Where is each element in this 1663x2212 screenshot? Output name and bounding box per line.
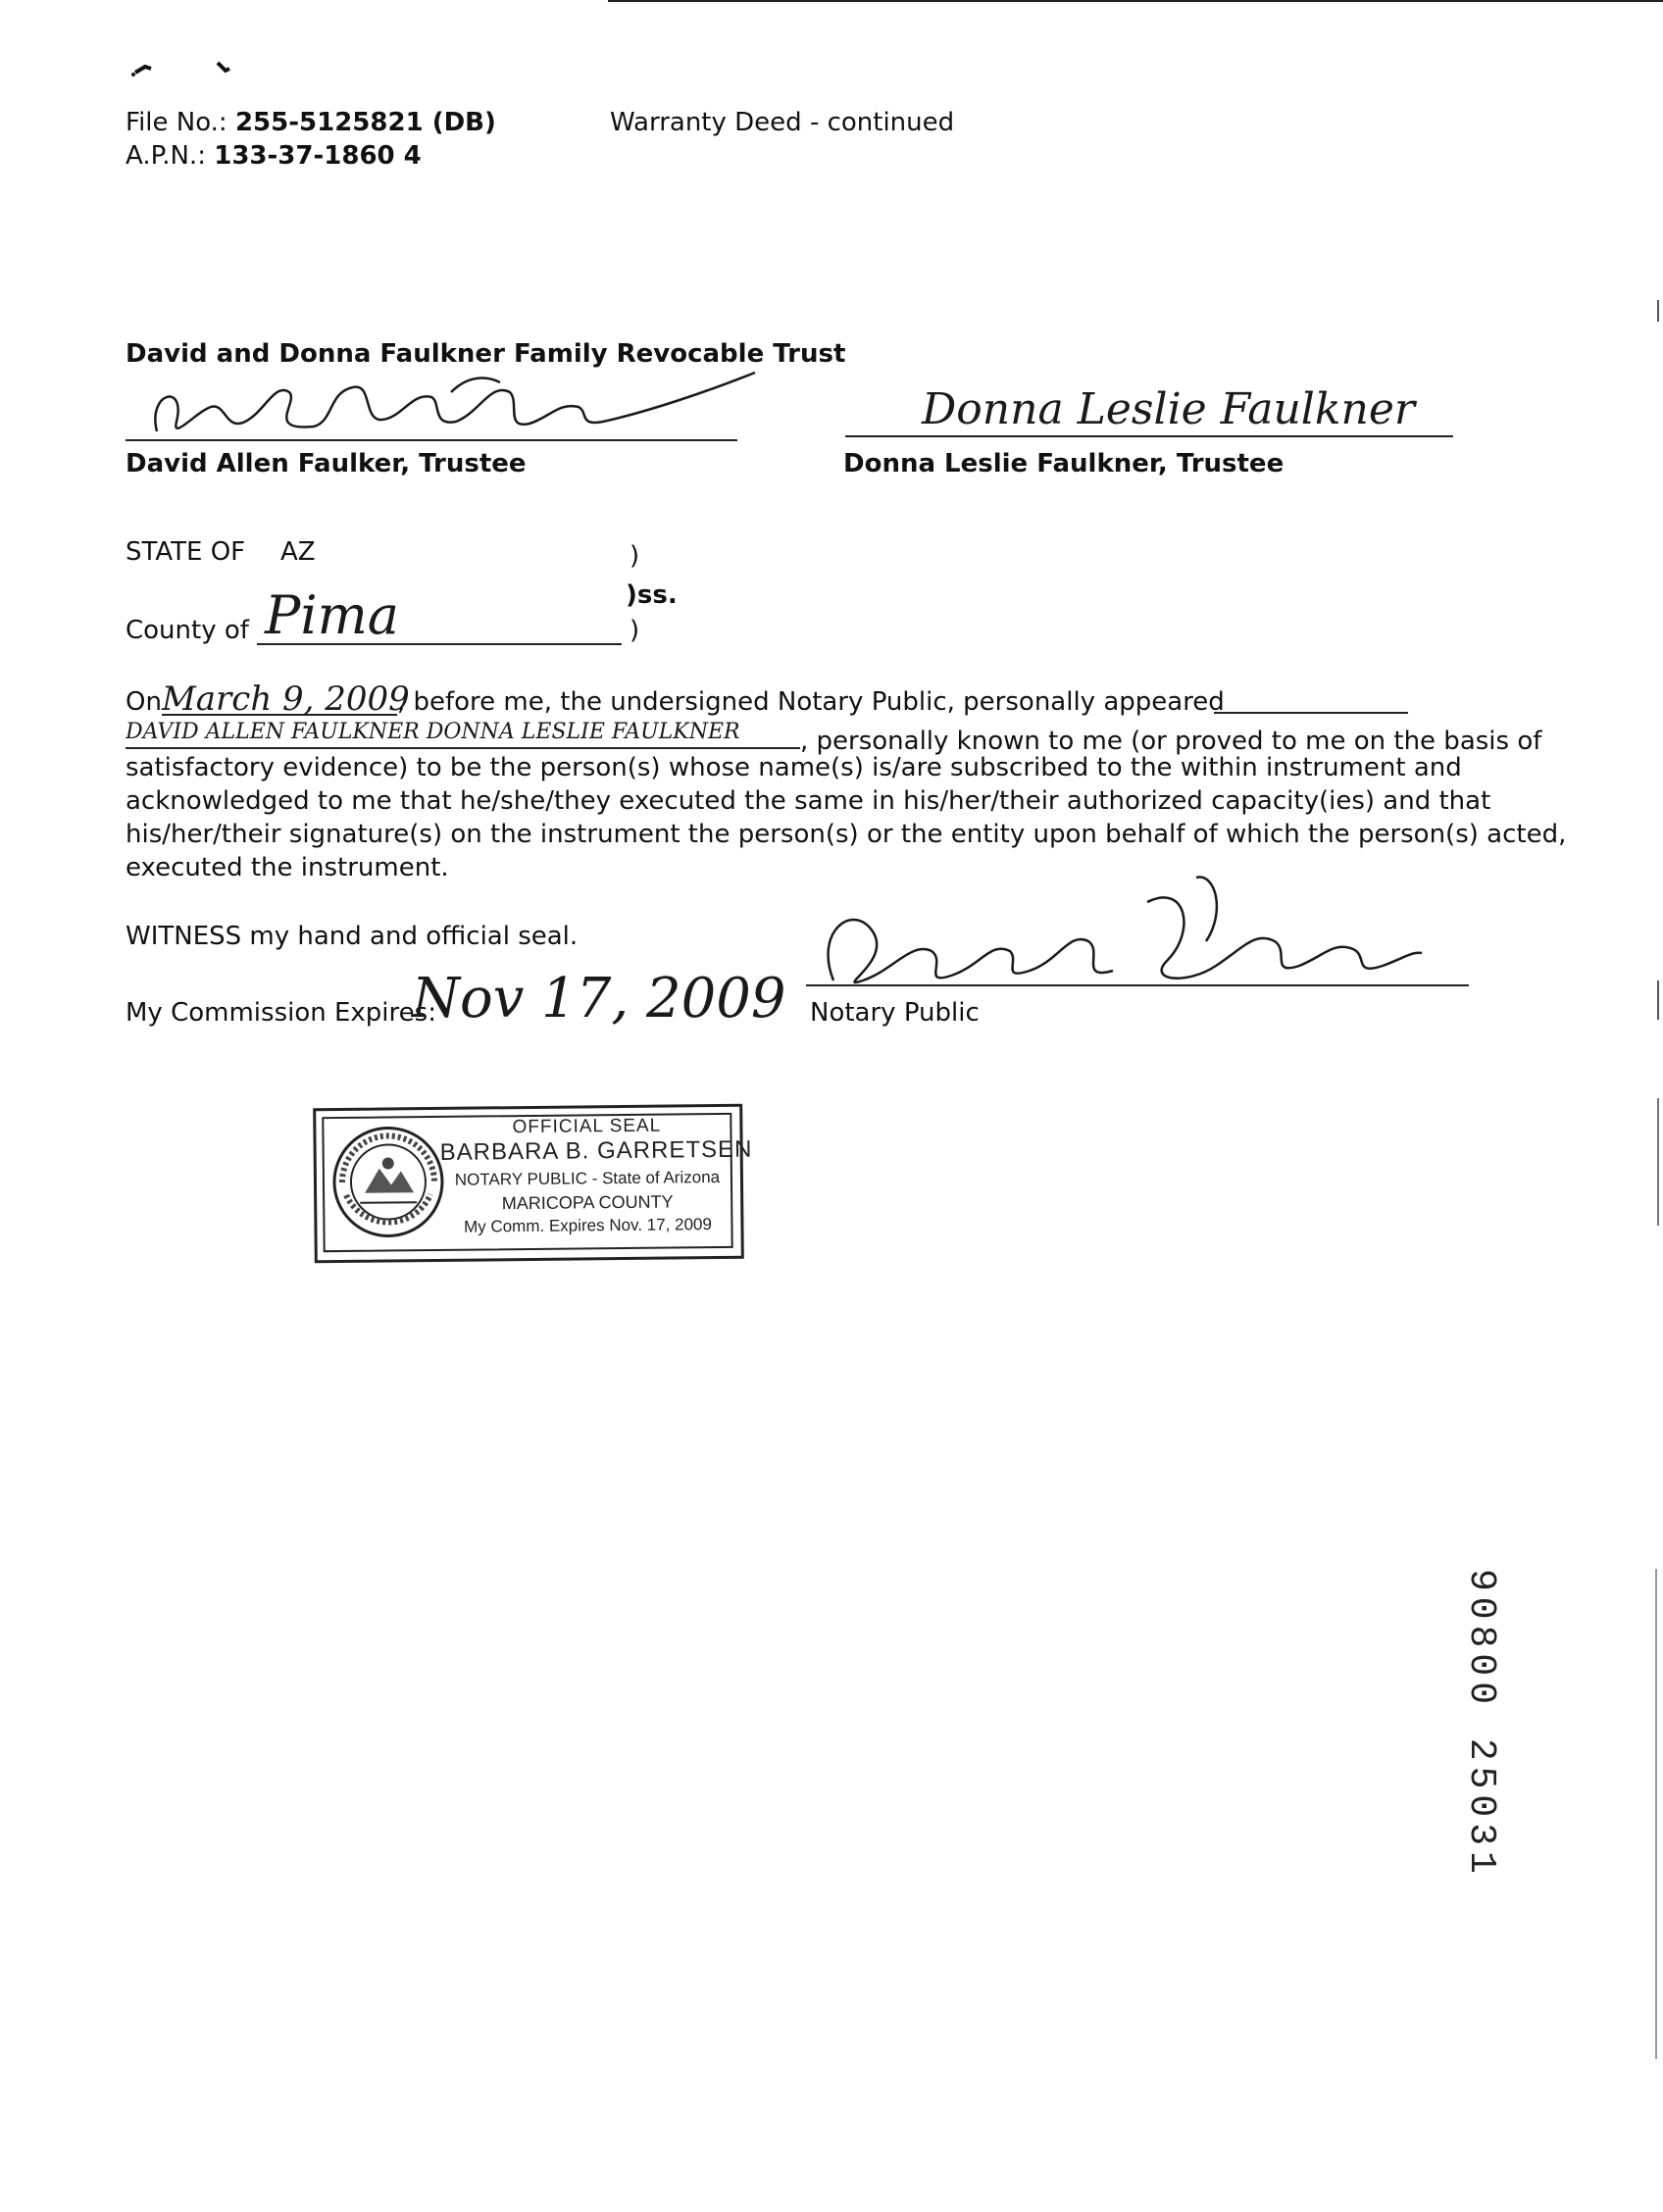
paren-open: ) [630, 541, 640, 571]
david-signature [118, 353, 784, 451]
seal-line-3: NOTARY PUBLIC - State of Arizona [454, 1167, 721, 1189]
seal-line-4: MARICOPA COUNTY [501, 1191, 674, 1214]
margin-recording-stamp [1460, 1569, 1502, 1880]
seal-line-1: OFFICIAL SEAL [512, 1115, 662, 1138]
signer2-label: Donna Leslie Faulkner, Trustee [843, 449, 1285, 478]
edge-mark-1 [1657, 300, 1659, 322]
top-edge-line [608, 0, 1663, 2]
ack-line-3: satisfactory evidence) to be the person(s) whose name(s) is/are subscribed to the within instrument and [126, 753, 1462, 782]
ack-line1-rest: , before me, the undersigned Notary Public, personally appeared [396, 687, 1225, 717]
seal-text-block [439, 1115, 753, 1251]
arizona-state-seal-icon [329, 1124, 446, 1240]
county-label: County of [126, 616, 249, 645]
notary-label: Notary Public [810, 998, 980, 1028]
state-value: AZ [280, 537, 316, 567]
apn-value: 133-37-1860 4 [214, 141, 422, 171]
trust-name: David and Donna Faulkner Family Revocable Trust [126, 339, 846, 369]
document-title: Warranty Deed - continued [610, 108, 955, 137]
ack-line-1 [126, 679, 1225, 719]
apn-label: A.P.N.: [126, 141, 206, 171]
county-line [257, 643, 622, 645]
signature-line-2 [845, 435, 1453, 437]
ack-names: DAVID ALLEN FAULKNER DONNA LESLIE FAULKNER [126, 718, 800, 749]
edge-mark-4 [1655, 1569, 1657, 2059]
donna-signature: Donna Leslie Faulkner [922, 384, 1415, 434]
commission-date: Nov 17, 2009 [412, 967, 786, 1031]
ack-line-6: executed the instrument. [126, 853, 449, 882]
scan-specks [127, 55, 245, 84]
county-value: Pima [265, 584, 400, 646]
seal-line-5: My Comm. Expires Nov. 17, 2009 [463, 1215, 712, 1236]
ack-line-5: his/her/their signature(s) on the instrument the person(s) or the entity upon behalf of which the person(s) acted, [126, 820, 1567, 849]
state-label: STATE OF [126, 537, 246, 567]
ack-date: March 9, 2009 [161, 679, 410, 719]
paren-close: ) [630, 616, 640, 645]
ack-on: On [126, 687, 162, 717]
margin-stamp-text: 90800 25031 [1460, 1569, 1502, 1880]
apn [126, 139, 422, 173]
appeared-blank-line [1214, 712, 1408, 714]
ack-line-4: acknowledged to me that he/she/they executed the same in his/her/their authorized capacity(ies) and that [126, 786, 1491, 816]
signer1-label: David Allen Faulker, Trustee [126, 449, 527, 478]
signature-line-1 [126, 439, 737, 441]
edge-mark-3 [1657, 1098, 1659, 1226]
ss-marker: )ss. [626, 580, 678, 610]
file-number [126, 106, 496, 139]
edge-mark-2 [1657, 980, 1659, 1020]
commission-label: My Commission Expires: [126, 998, 436, 1028]
notary-signature-line [806, 984, 1469, 986]
official-seal-stamp [313, 1104, 753, 1264]
file-no-label: File No.: [126, 108, 227, 137]
witness-text: WITNESS my hand and official seal. [126, 922, 579, 951]
file-no-value: 255-5125821 (DB) [234, 108, 496, 137]
seal-line-2: BARBARA B. GARRETSEN [439, 1135, 753, 1166]
ack-line2-rest: , personally known to me (or proved to me on the basis of [800, 727, 1542, 756]
